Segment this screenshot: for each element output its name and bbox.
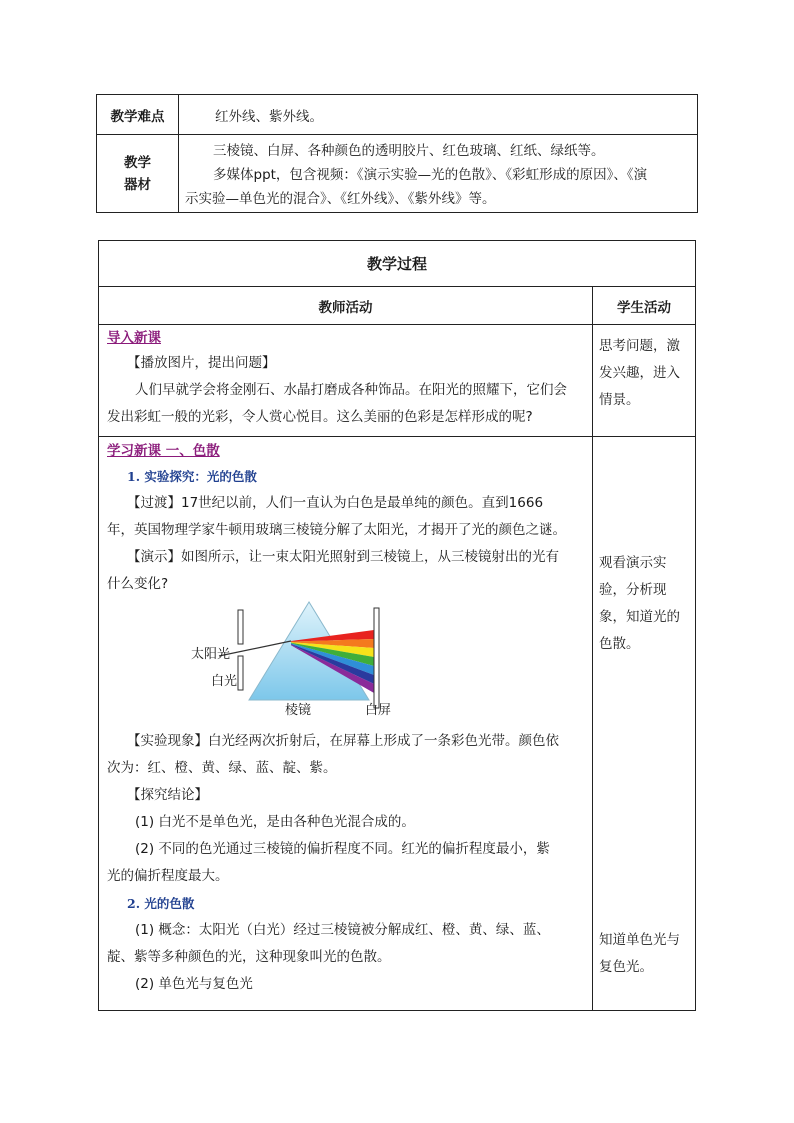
concept-line-2: 靛、紫等多种颜色的光，这种现象叫光的色散。 — [107, 949, 391, 965]
materials-table — [96, 94, 698, 213]
intro-tag: 【播放图片，提出问题】 — [127, 355, 276, 371]
label-screen: 白屏 — [365, 703, 392, 718]
materials-line-2: 多媒体ppt，包含视频：《演示实验—光的色散》、《彩虹形成的原因》、《演 — [213, 167, 648, 183]
conclusion-heading: 【探究结论】 — [127, 787, 208, 803]
intro-cell — [99, 325, 593, 437]
transition-line-2: 年，英国物理学家牛顿用玻璃三棱镜分解了太阳光，才揭开了光的颜色之谜。 — [107, 522, 566, 538]
slit-lower — [238, 656, 243, 690]
prism-diagram — [179, 600, 479, 728]
demo-line-1: 【演示】如图所示，让一束太阳光照射到三棱镜上，从三棱镜射出的光有 — [127, 549, 559, 565]
prism-figure — [107, 600, 586, 728]
teacher-activity-header: 教师活动 — [99, 287, 593, 325]
intro-heading: 导入新课 — [107, 330, 161, 346]
phenomenon-line-1: 【实验现象】白光经两次折射后，在屏幕上形成了一条彩色光带。颜色依 — [127, 733, 559, 749]
phenomenon-line-2: 次为：红、橙、黄、绿、蓝、靛、紫。 — [107, 760, 337, 776]
materials-line-1: 三棱镜、白屏、各种颜色的透明胶片、红色玻璃、红纸、绿纸等。 — [213, 143, 605, 159]
materials-value — [179, 135, 698, 213]
difficulty-label: 教学难点 — [97, 95, 179, 135]
conclusion-2-line-1: (2) 不同的色光通过三棱镜的偏折程度不同。红光的偏折程度最小，紫 — [135, 841, 550, 857]
label-white-light: 白光 — [211, 674, 238, 689]
conclusion-1: (1) 白光不是单色光，是由各种色光混合成的。 — [135, 814, 415, 830]
student-note-2: 知道单色光与 复色光。 — [599, 932, 680, 975]
intro-text-1: 人们早就学会将金刚石、水晶打磨成各种饰品。在阳光的照耀下，它们会 — [135, 382, 567, 398]
screen — [374, 608, 379, 708]
demo-line-2: 什么变化? — [107, 576, 169, 592]
student-activity-header: 学生活动 — [593, 287, 696, 325]
process-table — [98, 240, 696, 1011]
process-title: 教学过程 — [99, 241, 696, 287]
intro-student-cell: 思考问题，激 发兴趣，进入 情景。 — [593, 325, 696, 437]
lesson-cell — [99, 437, 593, 1011]
subheading-2: 2. 光的色散 — [127, 896, 195, 911]
slit-upper — [238, 610, 243, 644]
materials-line-3: 示实验—单色光的混合》、《红外线》、《紫外线》等。 — [185, 191, 496, 207]
label-prism: 棱镜 — [285, 703, 312, 718]
mono-poly-light: (2) 单色光与复色光 — [135, 976, 253, 992]
materials-label: 教学 器材 — [97, 135, 179, 213]
lesson-heading: 学习新课 一、色散 — [107, 443, 220, 459]
label-sun: 太阳光 — [191, 647, 231, 662]
lesson-student-cell — [593, 437, 696, 1011]
concept-line-1: (1) 概念：太阳光（白光）经过三棱镜被分解成红、橙、黄、绿、蓝、 — [135, 922, 550, 938]
difficulty-value: 红外线、紫外线。 — [179, 95, 698, 135]
subheading-1: 1. 实验探究：光的色散 — [127, 469, 257, 484]
student-note-1: 观看演示实 验，分析现 象，知道光的 色散。 — [599, 555, 680, 652]
conclusion-2-line-2: 光的偏折程度最大。 — [107, 868, 229, 884]
intro-text-2: 发出彩虹一般的光彩，令人赏心悦目。这么美丽的色彩是怎样形成的呢? — [107, 409, 533, 425]
transition-line-1: 【过渡】17世纪以前，人们一直认为白色是最单纯的颜色。直到1666 — [127, 495, 544, 511]
